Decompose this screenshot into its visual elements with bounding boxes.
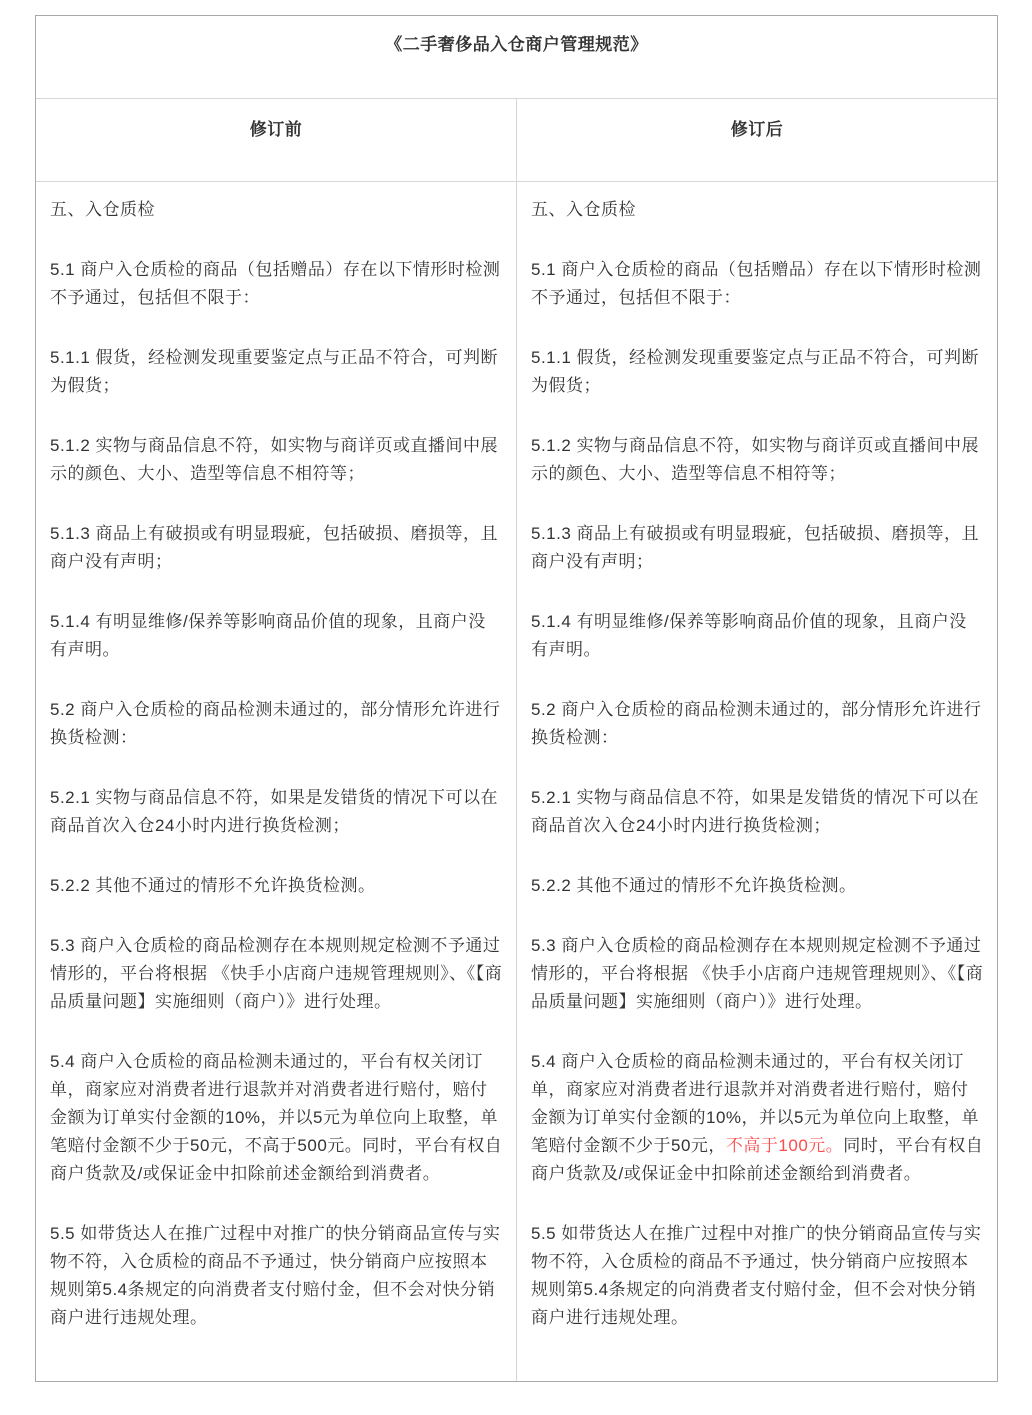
clause-paragraph-5-5: 5.5 如带货达人在推广过程中对推广的快分销商品宣传与实物不符，入仓质检的商品不予通过，快分销商户应按照本规则第5.4条规定的向消费者支付赔付金，但不会对快分销商户进行违规处理。 [531, 1223, 982, 1327]
clause-paragraph-5-4 [531, 1048, 984, 1188]
clause-paragraph-5-1-2: 5.1.2 实物与商品信息不符，如实物与商详页或直播间中展示的颜色、大小、造型等信息不相符等； [50, 435, 499, 483]
clause-paragraph-5-2-2: 5.2.2 其他不通过的情形不允许换货检测。 [531, 875, 857, 895]
clause-section-heading: 五、入仓质检 [50, 199, 155, 219]
clause-section-heading: 五、入仓质检 [531, 199, 636, 219]
clause-paragraph-5-1-1: 5.1.1 假货，经检测发现重要鉴定点与正品不符合，可判断为假货； [50, 347, 499, 395]
clause-paragraph-5-2-2: 5.2.2 其他不通过的情形不允许换货检测。 [50, 875, 376, 895]
revision-table [36, 16, 997, 1381]
document-title: 《二手奢侈品入仓商户管理规范》 [385, 35, 648, 54]
title-row [36, 16, 997, 98]
clause-paragraph-5-2-1: 5.2.1 实物与商品信息不符，如果是发错货的情况下可以在商品首次入仓24小时内进行换货检测； [50, 787, 499, 835]
clause-paragraph-5-1-2: 5.1.2 实物与商品信息不符，如实物与商详页或直播间中展示的颜色、大小、造型等信息不相符等； [531, 435, 980, 483]
clause-paragraph-5-1: 5.1 商户入仓质检的商品（包括赠品）存在以下情形时检测不予通过，包括但不限于： [50, 259, 501, 307]
revised-amount-highlight: 不高于100元。 [725, 1135, 844, 1155]
before-column-cell [36, 181, 517, 1381]
header-after-cell [517, 98, 998, 181]
clause-paragraph-5-3: 5.3 商户入仓质检的商品检测存在本规则规定检测不予通过情形的，平台将根据 《快手小店商户违规管理规则》、《【商品质量问题】实施细则（商户）》进行处理。 [50, 935, 503, 1011]
clause-paragraph-5-2: 5.2 商户入仓质检的商品检测未通过的，部分情形允许进行换货检测： [531, 699, 982, 747]
header-before-cell [36, 98, 517, 181]
clause-paragraph-5-1-1: 5.1.1 假货，经检测发现重要鉴定点与正品不符合，可判断为假货； [531, 347, 980, 395]
clause-paragraph-5-1-4: 5.1.4 有明显维修/保养等影响商品价值的现象，且商户没有声明。 [531, 611, 967, 659]
after-column-cell [517, 181, 998, 1381]
clause-5-4-tail: 同时，平台有权自商户货款及/或保证金中扣除前述金额给到消费者。 [531, 1135, 984, 1183]
header-after-label: 修订后 [730, 119, 784, 139]
title-cell [36, 16, 997, 98]
clause-paragraph-5-1-3: 5.1.3 商品上有破损或有明显瑕疵，包括破损、磨损等，且商户没有声明； [50, 523, 499, 571]
header-row [36, 98, 997, 181]
clause-paragraph-5-1-4: 5.1.4 有明显维修/保养等影响商品价值的现象，且商户没有声明。 [50, 611, 486, 659]
clause-paragraph-5-4: 5.4 商户入仓质检的商品检测未通过的，平台有权关闭订单，商家应对消费者进行退款并对消费者进行赔付，赔付金额为订单实付金额的10%，并以5元为单位向上取整，单笔赔付金额不少于50元，不高于500元。同时，平台有权自商户货款及/或保证金中扣除前述金额给到消费者。 [50, 1051, 503, 1183]
header-before-label: 修订前 [249, 119, 303, 139]
clause-paragraph-5-1: 5.1 商户入仓质检的商品（包括赠品）存在以下情形时检测不予通过，包括但不限于： [531, 259, 982, 307]
clause-paragraph-5-1-3: 5.1.3 商品上有破损或有明显瑕疵，包括破损、磨损等，且商户没有声明； [531, 523, 980, 571]
clause-paragraph-5-2-1: 5.2.1 实物与商品信息不符，如果是发错货的情况下可以在商品首次入仓24小时内进行换货检测； [531, 787, 980, 835]
body-row [36, 181, 997, 1381]
document-comparison-table [35, 15, 998, 1382]
clause-5-4-lead: 5.4 商户入仓质检的商品检测未通过的，平台有权关闭订单，商家应对消费者进行退款并对消费者进行赔付，赔付金额为订单实付金额的10%，并以5元为单位向上取整，单笔赔付金额不少于50元， [531, 1051, 979, 1155]
clause-paragraph-5-3: 5.3 商户入仓质检的商品检测存在本规则规定检测不予通过情形的，平台将根据 《快手小店商户违规管理规则》、《【商品质量问题】实施细则（商户）》进行处理。 [531, 935, 984, 1011]
clause-paragraph-5-5: 5.5 如带货达人在推广过程中对推广的快分销商品宣传与实物不符，入仓质检的商品不予通过，快分销商户应按照本规则第5.4条规定的向消费者支付赔付金，但不会对快分销商户进行违规处理。 [50, 1223, 501, 1327]
clause-paragraph-5-2: 5.2 商户入仓质检的商品检测未通过的，部分情形允许进行换货检测： [50, 699, 501, 747]
